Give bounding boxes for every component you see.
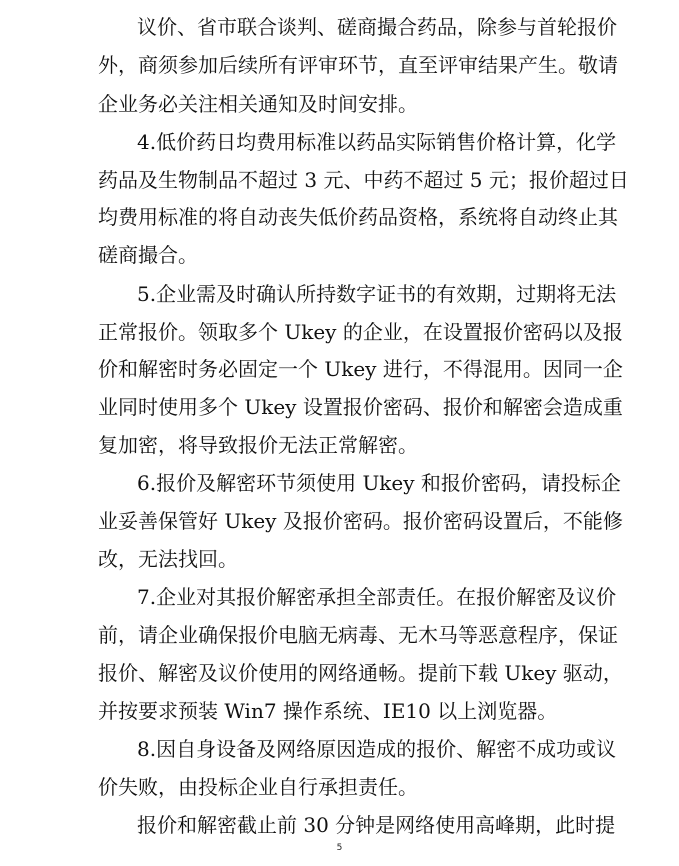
page-number: 5 [336,843,343,853]
text-line-3: 企业务必关注相关通知及时间安排。 [98,92,418,116]
text-line-11: 业同时使用多个 Ukey 设置报价密码、报价和解密会造成重 [98,395,623,419]
text-line-8: 5.企业需及时确认所持数字证书的有效期，过期将无法 [137,282,617,306]
text-line-21: 价失败，由投标企业自行承担责任。 [98,775,418,799]
text-line-12: 复加密，将导致报价无法正常解密。 [98,433,418,457]
text-line-19: 并按要求预装 Win7 操作系统、IE10 以上浏览器。 [98,699,558,723]
text-line-5: 药品及生物制品不超过 3 元、中药不超过 5 元；报价超过日 [98,168,629,192]
text-line-6: 均费用标准的将自动丧失低价药品资格，系统将自动终止其 [98,205,618,229]
text-line-2: 外，商须参加后续所有评审环节，直至评审结果产生。敬请 [98,53,618,77]
text-line-14: 业妥善保管好 Ukey 及报价密码。报价密码设置后，不能修 [98,509,623,533]
text-line-4: 4.低价药日均费用标准以药品实际销售价格计算，化学 [137,130,617,154]
text-line-1: 议价、省市联合谈判、磋商撮合药品，除参与首轮报价 [137,15,617,39]
text-line-18: 报价、解密及议价使用的网络通畅。提前下载 Ukey 驱动， [98,661,623,685]
text-line-9: 正常报价。领取多个 Ukey 的企业，在设置报价密码以及报 [98,320,623,344]
text-line-20: 8.因自身设备及网络原因造成的报价、解密不成功或议 [137,737,617,761]
text-line-15: 改，无法找回。 [98,547,238,571]
text-line-17: 前，请企业确保报价电脑无病毒、无木马等恶意程序，保证 [98,623,618,647]
text-line-16: 7.企业对其报价解密承担全部责任。在报价解密及议价 [137,585,617,609]
text-line-7: 磋商撮合。 [98,243,198,267]
text-line-10: 价和解密时务必固定一个 Ukey 进行，不得混用。因同一企 [98,357,623,381]
text-line-22: 报价和解密截止前 30 分钟是网络使用高峰期，此时提 [137,813,616,837]
text-line-13: 6.报价及解密环节须使用 Ukey 和报价密码，请投标企 [137,471,621,495]
